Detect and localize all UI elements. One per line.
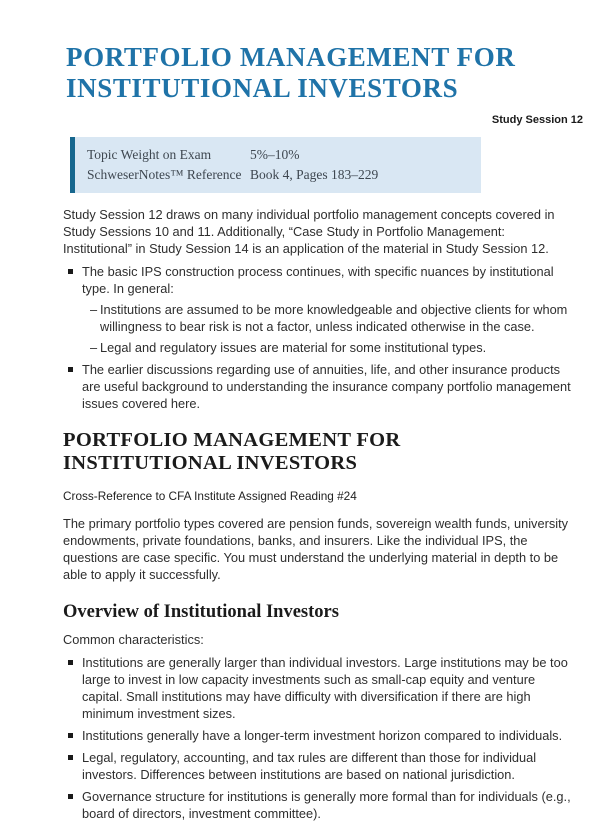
bullet-text: Legal, regulatory, accounting, and tax rules are different than those for individual investors. Differences between institutions are based on national jurisdiction. [82, 750, 537, 783]
bullet-square-icon [68, 755, 73, 760]
sub-bullet-text: Institutions are assumed to be more knowledgeable and objective clients for whom willingness to bear risk is not a factor, unless indicated otherwise in the case. [100, 302, 568, 335]
cross-reference-line: Cross-Reference to CFA Institute Assigned Reading #24 [63, 489, 357, 504]
document-title: PORTFOLIO MANAGEMENT FOR INSTITUTIONAL INVESTORS [66, 42, 516, 104]
bullet-marker-column [63, 727, 82, 738]
bullet-text: The earlier discussions regarding use of annuities, life, and other insurance products are useful background to understanding the insurance company portfolio management issues covered here. [82, 362, 571, 412]
info-label: Topic Weight on Exam [87, 147, 212, 163]
bullet-item [63, 788, 575, 822]
bullet-marker-column [63, 788, 82, 799]
bullet-square-icon [68, 733, 73, 738]
sub-bullet-item [90, 301, 575, 335]
bullet-square-icon [68, 269, 73, 274]
bullet-item [63, 727, 575, 744]
dash-marker-icon: – [90, 340, 98, 356]
intro-paragraph: Study Session 12 draws on many individual portfolio management concepts covered in Study Sessions 10 and 11. Additionally, “Case Study in Portfolio Management: Institutional” in Study Session 14 is an application of the material in Study Session 12. [63, 207, 555, 257]
info-row-topic-weight [87, 145, 481, 165]
bullet-body [82, 361, 575, 412]
bullet-marker-column [63, 749, 82, 760]
bullet-item [63, 749, 575, 783]
overview-bullet-list [63, 654, 575, 822]
info-row-schwesernotes-reference [87, 165, 481, 185]
common-characteristics-label: Common characteristics: [63, 632, 204, 648]
bullet-item [63, 263, 575, 356]
info-value: 5%–10% [250, 147, 300, 163]
study-session-label: Study Session 12 [491, 114, 583, 127]
overview-heading: Overview of Institutional Investors [63, 602, 339, 623]
bullet-text: Governance structure for institutions is generally more formal than for individuals (e.g., board of directors, investment committee). [82, 789, 571, 822]
sub-bullet-text: Legal and regulatory issues are material for some institutional types. [100, 340, 487, 356]
bullet-square-icon [68, 660, 73, 665]
bullet-marker-column [63, 263, 82, 274]
bullet-marker-column [63, 361, 82, 372]
bullet-item [63, 654, 575, 722]
info-value: Book 4, Pages 183–229 [250, 167, 379, 183]
section-heading: PORTFOLIO MANAGEMENT FOR INSTITUTIONAL INVESTORS [63, 429, 401, 475]
info-label: SchweserNotes™ Reference [87, 167, 242, 183]
bullet-text: Institutions generally have a longer-term investment horizon compared to individuals. [82, 728, 563, 744]
bullet-body [82, 263, 575, 356]
intro-bullet-list [63, 263, 575, 412]
dash-marker-icon: – [90, 302, 98, 318]
topic-weight-info-box [70, 137, 481, 193]
bullet-square-icon [68, 794, 73, 799]
bullet-square-icon [68, 367, 73, 372]
bullet-item [63, 361, 575, 412]
sub-bullet-item [90, 339, 575, 356]
bullet-text: The basic IPS construction process continues, with specific nuances by institutional type. In general: [82, 264, 554, 297]
bullet-text: Institutions are generally larger than individual investors. Large institutions may be too large to invest in low capacity investments such as small-cap equity and venture capital. Small institutions may have difficulty with diversification if there are high minimum investment sizes. [82, 655, 568, 722]
bullet-marker-column [63, 654, 82, 665]
section-paragraph: The primary portfolio types covered are pension funds, sovereign wealth funds, university endowments, private foundations, banks, and insurers. Like the individual IPS, the questions are case specific. You must understand the underlying material in depth to be able to apply it successfully. [63, 516, 569, 583]
